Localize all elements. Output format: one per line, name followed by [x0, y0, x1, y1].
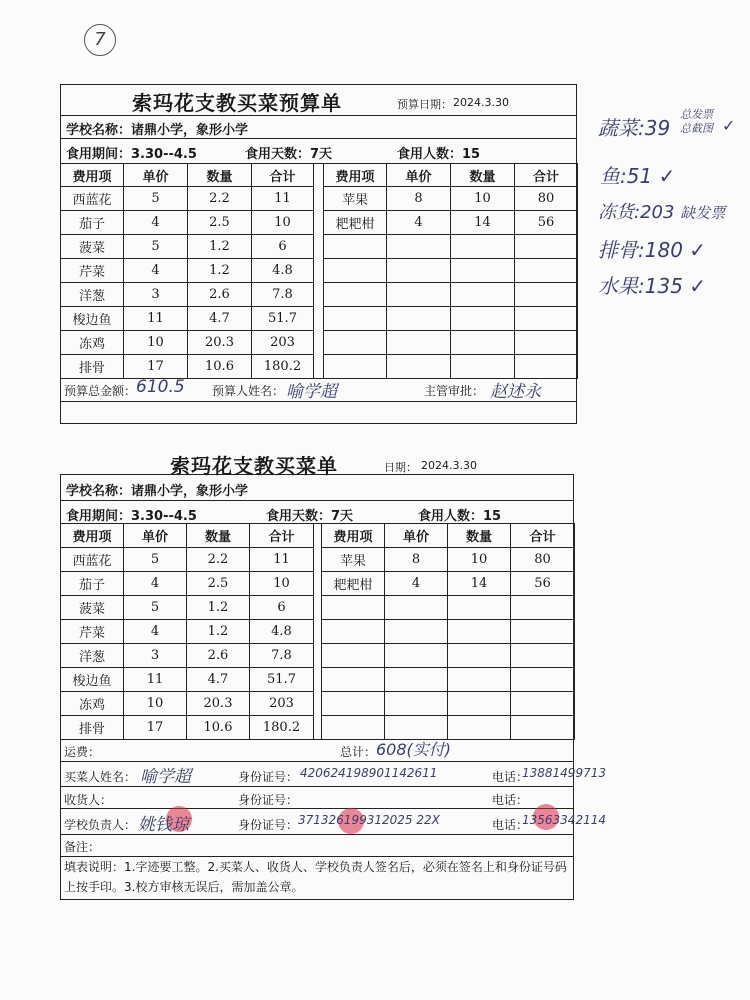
table-row [322, 620, 575, 644]
total-cell: 11 [250, 548, 314, 572]
remark-label: 备注： [64, 840, 101, 854]
column-header: 单价 [124, 164, 188, 187]
item-cell: 耙耙柑 [324, 211, 387, 235]
item-cell: 芹菜 [61, 259, 124, 283]
qty-cell: 2.2 [188, 187, 252, 211]
price-cell: 11 [124, 668, 187, 692]
column-header: 合计 [250, 524, 314, 548]
table-row [324, 283, 578, 307]
principal-label: 学校负责人： [64, 818, 137, 832]
table-row [61, 668, 314, 692]
qty-cell: 2.5 [188, 211, 252, 235]
column-header: 数量 [188, 164, 252, 187]
qty-cell: 20.3 [188, 331, 252, 355]
item-cell: 菠菜 [61, 596, 124, 620]
price-cell: 3 [124, 283, 188, 307]
principal-id-label: 身份证号： [238, 818, 299, 832]
budget-school-name: 学校名称：诸鼎小学，象形小学 [66, 123, 249, 138]
item-cell: 耙耙柑 [322, 572, 385, 596]
table-row [322, 716, 575, 740]
column-header: 费用项 [322, 524, 385, 548]
total-cell: 56 [511, 572, 575, 596]
total-cell: 180.2 [250, 716, 314, 740]
budget-date-label: 预算日期： [397, 98, 452, 111]
column-header: 费用项 [324, 164, 387, 187]
qty-cell: 4.7 [188, 307, 252, 331]
table-row [324, 307, 578, 331]
item-cell: 菠菜 [61, 235, 124, 259]
page-number: 7 [84, 24, 116, 56]
column-header: 单价 [387, 164, 451, 187]
item-cell: 排骨 [61, 716, 124, 740]
table-row [61, 692, 314, 716]
price-cell: 5 [124, 596, 187, 620]
table-row [324, 235, 578, 259]
qty-cell: 2.6 [188, 283, 252, 307]
table-row [61, 596, 314, 620]
table-row [61, 331, 314, 355]
price-cell: 4 [124, 259, 188, 283]
total-cell: 80 [515, 187, 578, 211]
price-cell: 4 [124, 620, 187, 644]
table-row [61, 283, 314, 307]
item-cell: 洋葱 [61, 644, 124, 668]
table-row [61, 716, 314, 740]
item-cell: 排骨 [61, 355, 124, 379]
principal-phone-label: 电话： [492, 818, 529, 832]
item-cell: 西蓝花 [61, 548, 124, 572]
table-row [61, 211, 314, 235]
price-cell: 5 [124, 235, 188, 259]
qty-cell: 10 [448, 548, 511, 572]
budget-date: 2024.3.30 [453, 96, 509, 109]
item-cell: 冻鸡 [61, 692, 124, 716]
purchase-table-right [321, 523, 575, 740]
table-row [61, 259, 314, 283]
total-cell: 10 [252, 211, 314, 235]
table-row [324, 211, 578, 235]
budget-days: 食用天数：7天 [245, 147, 333, 162]
receiver-label: 收货人： [64, 793, 113, 807]
column-header: 费用项 [61, 524, 124, 548]
total-cell: 56 [515, 211, 578, 235]
table-row [322, 548, 575, 572]
total-cell: 4.8 [252, 259, 314, 283]
side-note-fish: 鱼:51 ✓ [600, 164, 676, 188]
buyer-label: 买菜人姓名： [64, 770, 137, 784]
budget-total-label: 预算总金额： [64, 384, 137, 398]
column-header: 合计 [515, 164, 578, 187]
table-row [324, 355, 578, 379]
item-cell: 茄子 [61, 211, 124, 235]
price-cell: 8 [387, 187, 451, 211]
check-icon: ✓ [658, 164, 676, 188]
freight-label: 运费： [64, 745, 101, 759]
item-cell: 芹菜 [61, 620, 124, 644]
price-cell: 11 [124, 307, 188, 331]
table-row [324, 187, 578, 211]
column-header: 单价 [385, 524, 448, 548]
principal-phone-value: 13563342114 [522, 813, 606, 827]
table-row [322, 668, 575, 692]
total-cell: 10 [250, 572, 314, 596]
qty-cell: 1.2 [188, 235, 252, 259]
total-cell: 180.2 [252, 355, 314, 379]
table-row [324, 331, 578, 355]
item-cell: 苹果 [324, 187, 387, 211]
purchase-date-label: 日期： [384, 461, 417, 474]
principal-signature: 姚钱琼 [138, 815, 189, 835]
price-cell: 4 [385, 572, 448, 596]
purchase-total-value: 608(实付) [376, 740, 452, 759]
table-row [61, 355, 314, 379]
price-cell: 10 [124, 331, 188, 355]
budget-total-value: 610.5 [136, 377, 185, 397]
table-row [322, 644, 575, 668]
column-header: 合计 [511, 524, 575, 548]
table-row [322, 596, 575, 620]
total-cell: 51.7 [250, 668, 314, 692]
budget-table-left [60, 163, 314, 379]
column-header: 单价 [124, 524, 187, 548]
total-cell: 203 [252, 331, 314, 355]
side-note-frozen: 冻货:203 缺发票 [598, 202, 726, 223]
table-row [322, 692, 575, 716]
total-cell: 4.8 [250, 620, 314, 644]
budget-title: 索玛花支教买菜预算单 [132, 91, 342, 115]
column-header: 数量 [451, 164, 515, 187]
column-header: 数量 [187, 524, 250, 548]
purchase-school-name: 学校名称：诸鼎小学，象形小学 [66, 484, 249, 499]
column-header: 合计 [252, 164, 314, 187]
qty-cell: 2.6 [187, 644, 250, 668]
side-note-fruit: 水果:135 ✓ [598, 274, 707, 298]
table-row [61, 644, 314, 668]
item-cell: 茄子 [61, 572, 124, 596]
table-row [61, 187, 314, 211]
purchase-days: 食用天数：7天 [266, 509, 354, 524]
qty-cell: 2.5 [187, 572, 250, 596]
column-header: 数量 [448, 524, 511, 548]
total-cell: 7.8 [250, 644, 314, 668]
purchase-date: 2024.3.30 [421, 459, 477, 472]
price-cell: 17 [124, 355, 188, 379]
item-cell: 苹果 [322, 548, 385, 572]
purchase-total-label: 总计： [340, 745, 377, 759]
purchase-people: 食用人数：15 [418, 509, 502, 524]
purchase-period: 食用期间：3.30--4.5 [66, 509, 197, 524]
table-row [61, 235, 314, 259]
item-cell: 冻鸡 [61, 331, 124, 355]
buyer-id-value: 420624198901142611 [300, 766, 438, 780]
form-instructions: 填表说明：1.字迹要工整。2.买菜人、收货人、学校负责人签名后，必须在签名上和身份证号码上按手印。3.校方审核无误后，需加盖公章。 [64, 860, 567, 894]
qty-cell: 10.6 [188, 355, 252, 379]
check-icon: ✓ [689, 274, 707, 298]
item-cell: 梭边鱼 [61, 668, 124, 692]
budgeter-signature: 喻学超 [286, 382, 337, 402]
qty-cell: 10.6 [187, 716, 250, 740]
price-cell: 4 [387, 211, 451, 235]
principal-id-value: 371326199312025 22X [298, 813, 440, 827]
budgeter-label: 预算人姓名： [212, 384, 285, 398]
side-note-vegetables-extra: 总发票 总截图 [680, 108, 713, 135]
receiver-id-label: 身份证号： [238, 793, 299, 807]
table-row [61, 572, 314, 596]
qty-cell: 1.2 [187, 620, 250, 644]
qty-cell: 1.2 [188, 259, 252, 283]
table-row [322, 572, 575, 596]
purchase-table-left [60, 523, 314, 740]
table-row [61, 548, 314, 572]
purchase-title: 索玛花支教买菜单 [170, 454, 338, 478]
check-icon: ✓ [689, 238, 707, 262]
buyer-phone-value: 13881499713 [522, 766, 606, 780]
item-cell: 梭边鱼 [61, 307, 124, 331]
item-cell: 洋葱 [61, 283, 124, 307]
total-cell: 11 [252, 187, 314, 211]
budget-period: 食用期间：3.30--4.5 [66, 147, 197, 162]
total-cell: 6 [250, 596, 314, 620]
check-icon: ✓ [722, 116, 736, 135]
qty-cell: 1.2 [187, 596, 250, 620]
side-note-ribs: 排骨:180 ✓ [598, 238, 707, 262]
receiver-phone-label: 电话： [492, 793, 529, 807]
total-cell: 6 [252, 235, 314, 259]
price-cell: 17 [124, 716, 187, 740]
price-cell: 10 [124, 692, 187, 716]
qty-cell: 2.2 [187, 548, 250, 572]
table-row [61, 307, 314, 331]
buyer-signature: 喻学超 [140, 767, 191, 787]
column-header: 费用项 [61, 164, 124, 187]
buyer-phone-label: 电话： [492, 770, 529, 784]
total-cell: 203 [250, 692, 314, 716]
qty-cell: 10 [451, 187, 515, 211]
price-cell: 3 [124, 644, 187, 668]
approver-signature: 赵述永 [490, 382, 541, 402]
total-cell: 7.8 [252, 283, 314, 307]
table-row [324, 259, 578, 283]
table-row [61, 620, 314, 644]
qty-cell: 20.3 [187, 692, 250, 716]
qty-cell: 14 [451, 211, 515, 235]
total-cell: 51.7 [252, 307, 314, 331]
budget-people: 食用人数：15 [397, 147, 481, 162]
price-cell: 5 [124, 548, 187, 572]
item-cell: 西蓝花 [61, 187, 124, 211]
buyer-id-label: 身份证号： [238, 770, 299, 784]
price-cell: 4 [124, 572, 187, 596]
price-cell: 5 [124, 187, 188, 211]
budget-table-right [323, 163, 578, 379]
qty-cell: 14 [448, 572, 511, 596]
total-cell: 80 [511, 548, 575, 572]
price-cell: 8 [385, 548, 448, 572]
price-cell: 4 [124, 211, 188, 235]
approver-label: 主管审批： [424, 384, 485, 398]
side-note-vegetables: 蔬菜:39 [598, 116, 671, 140]
qty-cell: 4.7 [187, 668, 250, 692]
